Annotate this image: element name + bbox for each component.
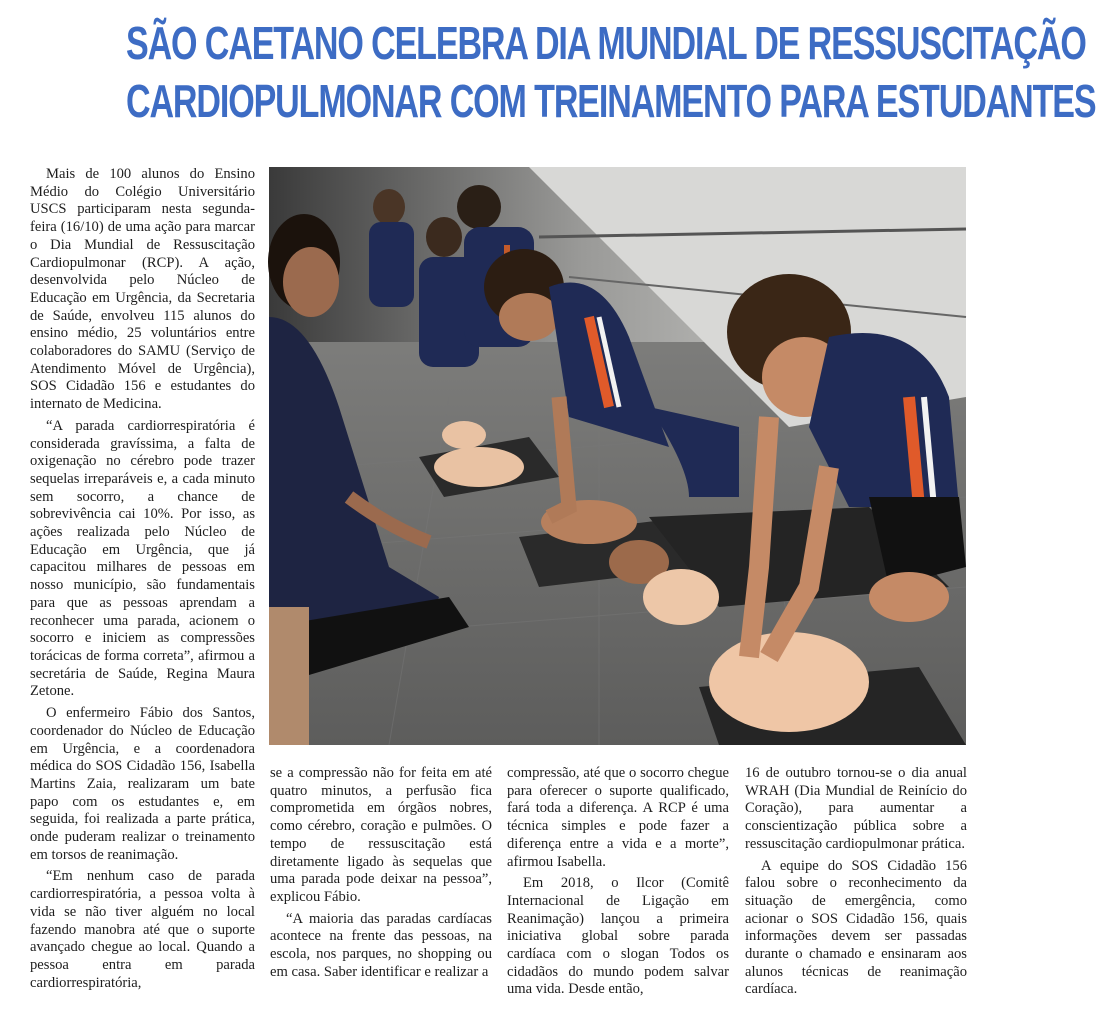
paragraph: “A parada cardiorrespiratória é considerada gravíssima, a falta de oxigenação no cérebro pode trazer sequelas irreparáveis e, a cada minuto sem socorro, a chance de sobrevivência cai 10%. Por isso, as ações realizada pelo Núcleo de Educação em Urgência, que já capacitou milhares de pessoas em nosso município, são fundamentais para que as pessoas aprendam a reconhecer uma parada, acionem o socorro e iniciem as compressões torácicas de forma correta”, afirmou a secretária de Saúde, Regina Maura Zetone. [30,417,255,700]
paragraph: se a compressão não for feita em até quatro minutos, a perfusão fica comprometida em órgãos nobres, como cérebro, coração e pulmões. O tempo de ressuscitação está diretamente ligado às sequelas que uma parada pode deixar na pessoa”, explicou Fábio. [270,765,492,905]
paragraph: Mais de 100 alunos do Ensino Médio do Colégio Universitário USCS participaram nesta segunda-feira (16/10) de uma ação para marcar o Dia Mundial de Ressuscitação Cardiopulmonar (RCP). A ação, desenvolvida pelo Núcleo de Educação em Urgência, da Secretaria de Saúde, envolveu 115 alunos do ensino médio, 25 voluntários entre colaboradores do SAMU (Serviço de Atendimento Móvel de Urgência), SOS Cidadão 156 e estudantes do internato de Medicina. [30,166,255,413]
paragraph: O enfermeiro Fábio dos Santos, coordenador do Núcleo de Educação em Urgência, e a coordenadora médica do SOS Cidadão 156, Isabella Martins Zaia, realizaram um bate papo com os estudantes e, em seguida, foi realizada a parte prática, onde puderam realizar o treinamento em torsos de reanimação. [30,705,255,863]
text-column-3 [507,765,729,1003]
paragraph: compressão, até que o socorro chegue para oferecer o suporte qualificado, fará toda a diferença. A RCP é uma técnica simples e pode fazer a diferença entre a vida e a morte”, afirmou Isabella. [507,765,729,870]
text-column-1 [30,166,255,996]
paragraph: 16 de outubro tornou-se o dia anual WRAH (Dia Mundial de Reinício do Coração), para aumentar a conscientização pública sobre a ressuscitação cardiopulmonar prática. [745,765,967,852]
paragraph: A equipe do SOS Cidadão 156 falou sobre o reconhecimento da situação de emergência, como acionar o SOS Cidadão 156, quais informações devem ser passadas durante o chamado e ensinaram aos alunos técnicas de reanimação cardíaca. [745,857,967,998]
text-column-2 [270,765,492,985]
headline-line-2: CARDIOPULMONAR COM TREINAMENTO PARA ESTUDANTES [125,75,1096,127]
headline-line-1: SÃO CAETANO CELEBRA DIA MUNDIAL DE RESSUSCITAÇÃO [125,17,1086,69]
paragraph: “A maioria das paradas cardíacas acontece na frente das pessoas, na escola, nos parques, no shopping ou em casa. Saber identificar e realizar a [270,910,492,980]
paragraph: Em 2018, o Ilcor (Comitê Internacional de Ligação em Reanimação) lançou a primeira iniciativa global sobre parada cardíaca com o slogan Todos os cidadãos do mundo podem salvar uma vida. Desde então, [507,875,729,998]
text-column-4 [745,765,967,1003]
cpr-training-photo [269,167,966,745]
photo-illustration [269,167,966,745]
headline [125,14,1096,130]
paragraph: “Em nenhum caso de parada cardiorrespiratória, a pessoa volta à vida se não tiver alguém no local fazendo manobra até que o suporte avançado chegue ao local. Quando a pessoa entra em parada cardiorrespiratória, [30,868,255,991]
